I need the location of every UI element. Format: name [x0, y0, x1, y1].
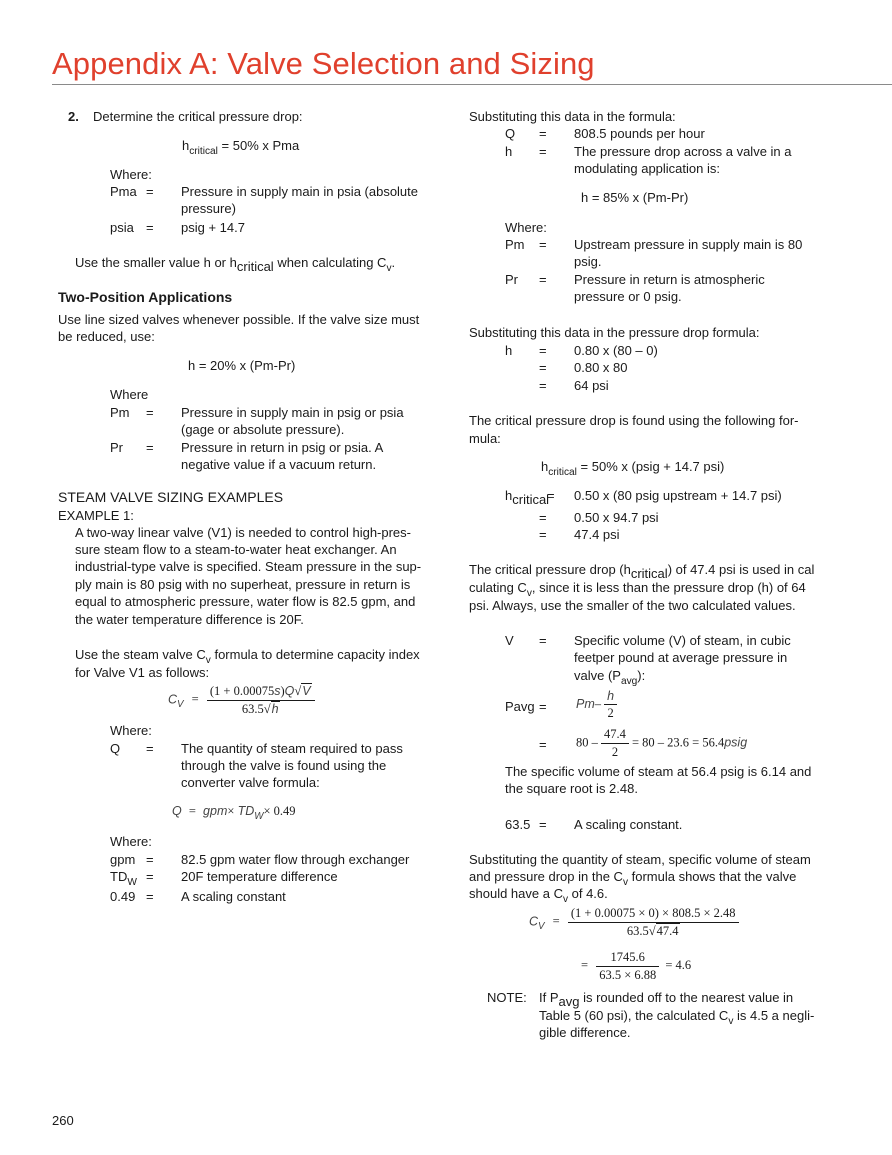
def-desc: 47.4 psi [574, 527, 620, 542]
cv-formula: $C_V$ = $\frac{(1 + 0.00075s)Q√V}{63.5√h}$ [168, 684, 315, 717]
def-term: gpm [110, 852, 136, 867]
def-desc: A scaling constant [181, 889, 286, 904]
paragraph-line: Substituting the quantity of steam, specific volume of steam [469, 852, 811, 867]
use-smaller-text: Use the smaller value h or hcritical when calculating $C_v$. [75, 255, 396, 274]
cv-fraction: $\frac{(1 + 0.00075s)Q√V}{63.5√h}$ [207, 684, 315, 717]
def-term: Q [505, 126, 516, 141]
def-eq: = [539, 237, 547, 252]
def-eq: = [539, 633, 547, 648]
def-eq: = [539, 360, 547, 375]
def-eq: = [539, 699, 547, 714]
paragraph-line: should have a $C_v$ of 4.6. [469, 886, 608, 905]
def-term: psia [110, 220, 134, 235]
paragraph: Use line sized valves whenever possible. If the valve size must be reduced, use: [58, 312, 420, 344]
where-label: Where: [505, 220, 547, 235]
def-desc: 0.80 x 80 [574, 360, 628, 375]
def-desc: 0.50 x (80 psig upstream + 14.7 psi) [574, 488, 782, 503]
def-desc: 20F temperature difference [181, 869, 338, 884]
def-eq: = [146, 889, 154, 904]
def-desc: 64 psi [574, 378, 609, 393]
page-title: Appendix A: Valve Selection and Sizing [52, 46, 595, 81]
def-desc: The quantity of steam required to pass through the valve is found using the converter valve formula: [181, 741, 403, 790]
def-desc: Pressure in supply main in psig or psia (gage or absolute pressure). [181, 405, 404, 437]
def-desc: Pressure in return is atmospheric pressure or 0 psig. [574, 272, 765, 304]
def-desc: A scaling constant. [574, 817, 683, 832]
def-eq: = [539, 272, 547, 287]
where-label: Where: [110, 167, 152, 182]
def-desc: Pressure in return in psig or psia. A negative value if a vacuum return. [181, 440, 383, 472]
def-desc: Upstream pressure in supply main is 80 psig. [574, 237, 803, 269]
step-number: 2. [68, 109, 79, 124]
def-eq: = [146, 440, 154, 455]
def-term: h [505, 144, 513, 159]
paragraph-line: culating $C_v$, since it is less than the pressure drop (h) of 64 [469, 580, 806, 599]
where-label: Where [110, 387, 149, 402]
paragraph: Substituting this data in the pressure drop formula: [469, 325, 760, 340]
def-term: $TD_W$ [110, 869, 137, 888]
note-line: gible difference. [539, 1025, 631, 1040]
def-desc: feetper pound at average pressure in [574, 650, 788, 665]
paragraph-line: A two-way linear valve (V1) is needed to control high-pres- [75, 525, 411, 540]
paragraph-line: The critical pressure drop is found using the following for- [469, 413, 799, 428]
def-eq: = [146, 184, 154, 199]
def-eq: = [146, 220, 154, 235]
paragraph-line: The critical pressure drop (hcritical) of 47.4 psi is used in cal [469, 562, 815, 581]
def-desc: Pressure in supply main in psia (absolute pressure) [181, 184, 419, 216]
def-term: V [505, 633, 514, 648]
section-heading: Two-Position Applications [58, 289, 233, 305]
note-label: NOTE: [487, 990, 527, 1005]
def-eq: = [539, 126, 547, 141]
paragraph-line: for Valve V1 as follows: [75, 665, 210, 680]
paragraph-line: equal to atmospheric pressure, water flow is 82.5 gpm, and [75, 594, 416, 609]
def-desc: 0.80 x (80 – 0) [574, 343, 658, 358]
page-number: 260 [52, 1113, 74, 1128]
def-term: Pm [110, 405, 130, 420]
paragraph-line: mula: [469, 431, 501, 446]
where-label: Where: [110, 834, 152, 849]
paragraph-line: and pressure drop in the $C_v$ formula shows that the valve [469, 869, 797, 888]
where-label: Where: [110, 723, 152, 738]
formula: h = 85% x (Pm-Pr) [581, 190, 689, 205]
note-line: Table 5 (60 psi), the calculated $C_v$ is 4.5 a negli- [539, 1008, 815, 1027]
hcritical-formula: $h_{critical} = 50\%$ x Pma [182, 138, 300, 157]
def-term: 0.49 [110, 889, 136, 904]
example-label: EXAMPLE 1: [58, 508, 134, 523]
cv-calculation: $C_V$ = $\frac{(1 + 0.00075 \times 0) \times 808.5 \times 2.48}{63.5√47.4}$ [529, 906, 739, 939]
def-eq: = [146, 869, 154, 884]
def-term: Pm [505, 237, 525, 252]
def-term: Pma [110, 184, 137, 199]
q-formula: $Q = gpm\times TD_W\times 0.49$ [172, 804, 296, 822]
def-desc: 0.50 x 94.7 psi [574, 510, 659, 525]
paragraph-line: Use the steam valve $C_v$ formula to determine capacity index [75, 647, 420, 666]
def-term: hcritical [505, 488, 550, 507]
note-line: If Pavg is rounded off to the nearest value in [539, 990, 794, 1009]
def-eq: = [146, 405, 154, 420]
def-eq: = [539, 510, 547, 525]
section-heading: STEAM VALVE SIZING EXAMPLES [58, 489, 284, 505]
def-desc: psig + 14.7 [181, 220, 245, 235]
def-eq: = [539, 378, 547, 393]
def-eq: = [539, 737, 547, 752]
paragraph-line: The specific volume of steam at 56.4 psig is 6.14 and [505, 764, 812, 779]
paragraph-line: industrial-type valve is specified. Steam pressure in the sup- [75, 559, 422, 574]
def-term: Q [110, 741, 121, 756]
def-eq: = [146, 741, 154, 756]
paragraph: Substituting this data in the formula: [469, 109, 676, 124]
def-eq: = [547, 488, 555, 503]
def-eq: = [539, 527, 547, 542]
def-eq: = [146, 852, 154, 867]
cv-result: = $\frac{1745.6}{63.5 \times 6.88}$ = 4.6 [581, 950, 692, 982]
def-eq: = [539, 343, 547, 358]
formula: $h_{critical} = 50\%$ x (psig + 14.7 psi) [541, 459, 725, 478]
def-desc: valve $(P_{avg})$: [574, 668, 646, 687]
pavg-calc: 80 – $\frac{47.4}{2}$ = 80 – 23.6 = 56.4psig [576, 727, 748, 759]
paragraph-line: sure steam flow to a steam-to-water heat exchanger. An [75, 542, 397, 557]
def-term: Pr [110, 440, 123, 455]
def-eq: = [539, 144, 547, 159]
def-term: Pr [505, 272, 518, 287]
def-term: Pavg [505, 699, 535, 714]
step-text: Determine the critical pressure drop: [93, 109, 303, 124]
def-desc: Specific volume (V) of steam, in cubic [574, 633, 791, 648]
def-desc: 808.5 pounds per hour [574, 126, 705, 141]
def-term: h [505, 343, 513, 358]
paragraph-line: the square root is 2.48. [505, 781, 638, 796]
header-rule [52, 84, 892, 85]
def-desc: 82.5 gpm water flow through exchanger [181, 852, 410, 867]
paragraph-line: ply main is 80 psig with no superheat, pressure in return is [75, 577, 411, 592]
def-eq: = [539, 817, 547, 832]
def-term: 63.5 [505, 817, 531, 832]
paragraph-line: the water temperature difference is 20F. [75, 612, 304, 627]
pavg-formula: Pm– $\frac{h}{2}$ [576, 689, 617, 721]
def-desc: The pressure drop across a valve in a modulating application is: [574, 144, 792, 176]
paragraph-line: psi. Always, use the smaller of the two calculated values. [469, 598, 796, 613]
formula: h = 20% x (Pm-Pr) [188, 358, 296, 373]
